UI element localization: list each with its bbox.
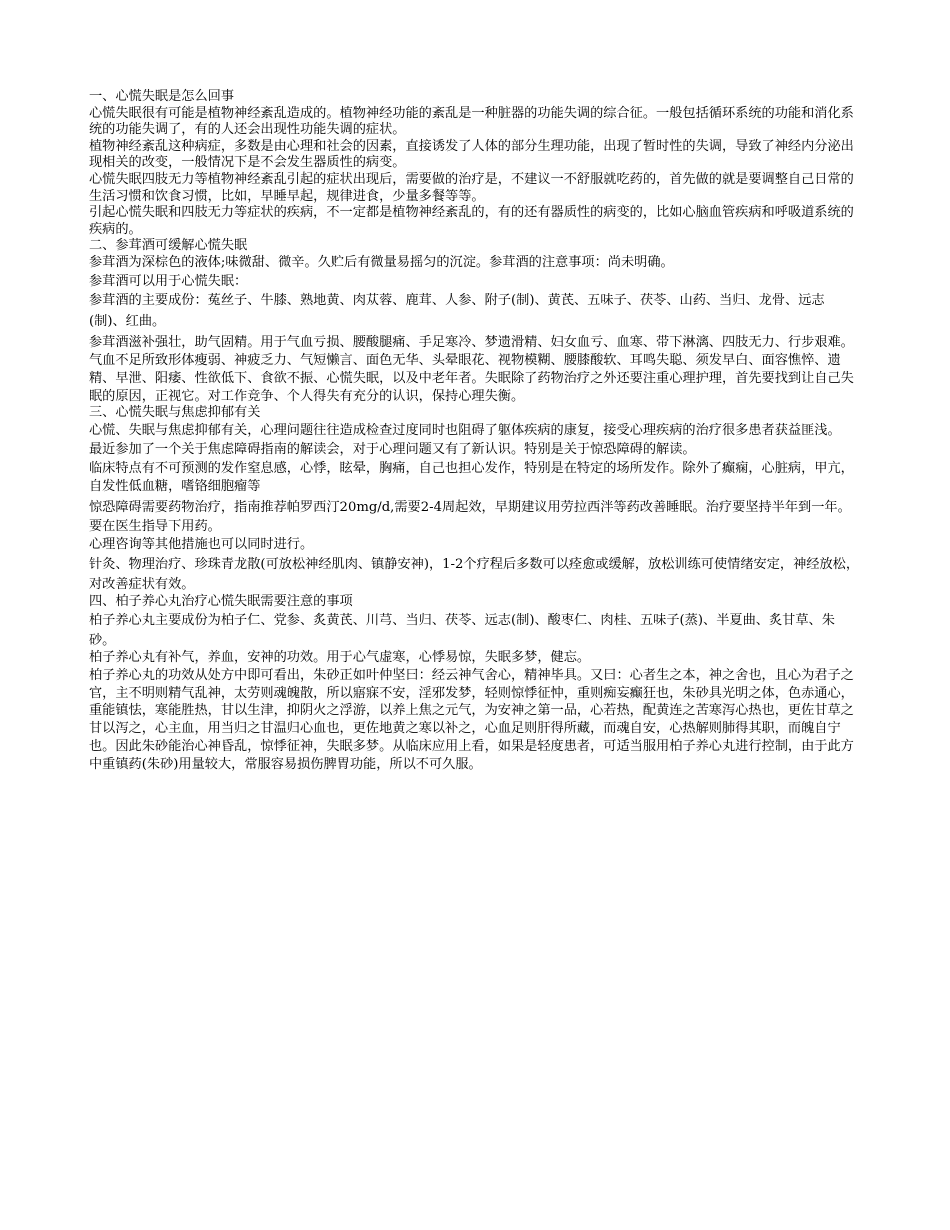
section-heading-1: 一、心慌失眠是怎么回事 — [89, 89, 235, 104]
paragraph: 最近参加了一个关于焦虑障碍指南的解读会，对于心理问题又有了新认识。特别是关于惊恐障碍的解读。 — [89, 441, 696, 457]
paragraph: 柏子养心丸的功效从处方中即可看出，朱砂正如叶仲坚曰：经云神气舍心，精神毕具。又曰：心者生之本，神之舍也，且心为君子之官，主不明则精气乱神，太劳则魂魄散，所以寤寐不安，淫邪发梦，轻则惊悸征忡，重则痴妄癫狂也，朱砂具光明之体，色赤通心，重能镇怯，寒能胜热，甘以生津，抑阴火之浮游，以养上焦之元气，为安神之第一品，心若热，配黄连之苦寒泻心热也，更佐甘草之甘以泻之，心主血，用当归之甘温归心血也，更佐地黄之寒以补之，心血足则肝得所藏，而魂自安，心热解则肺得其职，而魄自宁也。因此朱砂能治心神昏乱，惊悸征神，失眠多梦。从临床应用上看，如果是轻度患者，可适当服用柏子养心丸进行控制，由于此方中重镇药(朱砂)用量较大，常服容易损伤脾胃功能，所以不可久服。 — [89, 667, 854, 773]
paragraph: 参茸酒滋补强壮，助气固精。用于气血亏损、腰酸腿痛、手足寒冷、梦遗滑精、妇女血亏、血寒、带下淋漓、四肢无力、行步艰难。气血不足所致形体瘦弱、神疲乏力、气短懒言、面色无华、头晕眼花、视物模糊、腰膝酸软、耳鸣失聪、须发早白、面容憔悴、遗精、早泄、阳痿、性欲低下、食欲不振、心慌失眠，以及中老年者。失眠除了药物治疗之外还要注重心理护理，首先要找到让自己失眠的原因，正视它。对工作竞争、个人得失有充分的认识，保持心理失衡。 — [89, 335, 854, 404]
section-heading-4: 四、柏子养心丸治疗心慌失眠需要注意的事项 — [89, 594, 353, 610]
section-heading-2: 二、参茸酒可缓解心慌失眠 — [89, 238, 248, 254]
paragraph: 心理咨询等其他措施也可以同时进行。 — [89, 536, 314, 552]
paragraph: 心慌、失眠与焦虑抑郁有关，心理问题往往造成检查过度同时也阻碍了躯体疾病的康复，接受心理疾病的治疗很多患者获益匪浅。 — [89, 422, 841, 438]
paragraph: 参茸酒的主要成份：菟丝子、牛膝、熟地黄、肉苁蓉、鹿茸、人参、附子(制)、黄芪、五味子、茯苓、山药、当归、龙骨、远志(制)、红曲。 — [89, 293, 825, 330]
paragraph: 植物神经紊乱这种病症，多数是由心理和社会的因素，直接诱发了人体的部分生理功能，出现了暂时性的失调，导致了神经内分泌出现相关的改变，一般情况下是不会发生器质性的病变。 — [89, 138, 854, 171]
section-heading-3: 三、心慌失眠与焦虑抑郁有关 — [89, 405, 261, 421]
paragraph: 心慌失眠很有可能是植物神经紊乱造成的。植物神经功能的紊乱是一种脏器的功能失调的综合征。一般包括循环系统的功能和消化系统的功能失调了，有的人还会出现性功能失调的症状。 — [89, 105, 854, 138]
paragraph: 临床特点有不可预测的发作窒息感，心悸，眩晕，胸痛，自己也担心发作，特别是在特定的场所发作。除外了癫痫，心脏病，甲亢，自发性低血糖，嗜铬细胞瘤等 — [89, 461, 854, 495]
paragraph: 心慌失眠四肢无力等植物神经紊乱引起的症状出现后，需要做的治疗是，不建议一不舒服就吃药的，首先做的就是要调整自己日常的生活习惯和饮食习惯，比如，早睡早起，规律进食，少量多餐等等。 — [89, 171, 854, 204]
article-body — [89, 89, 861, 774]
paragraph: 针灸、物理治疗、珍珠青龙散(可放松神经肌肉、镇静安神)，1-2个疗程后多数可以痊愈或缓解，放松训练可使情绪安定，神经放松，对改善症状有效。 — [89, 557, 860, 592]
paragraph: 柏子养心丸有补气，养血，安神的功效。用于心气虚寒，心悸易惊，失眠多梦，健忘。 — [89, 650, 591, 666]
paragraph: 参茸酒为深棕色的液体;味微甜、微辛。久贮后有微量易摇匀的沉淀。参茸酒的注意事项：尚未明确。 — [89, 254, 674, 270]
paragraph: 参茸酒可以用于心慌失眠： — [89, 273, 248, 289]
paragraph: 柏子养心丸主要成份为柏子仁、党参、炙黄芪、川芎、当归、茯苓、远志(制)、酸枣仁、肉桂、五味子(蒸)、半夏曲、炙甘草、朱砂。 — [89, 613, 835, 648]
paragraph: 惊恐障碍需要药物治疗，指南推荐帕罗西汀20mg/d,需要2-4周起效，早期建议用劳拉西泮等药改善睡眠。治疗要坚持半年到一年。要在医生指导下用药。 — [89, 499, 851, 535]
paragraph: 引起心慌失眠和四肢无力等症状的疾病，不一定都是植物神经紊乱的，有的还有器质性的病变的，比如心脑血管疾病和呼吸道系统的疾病的。 — [89, 205, 854, 237]
